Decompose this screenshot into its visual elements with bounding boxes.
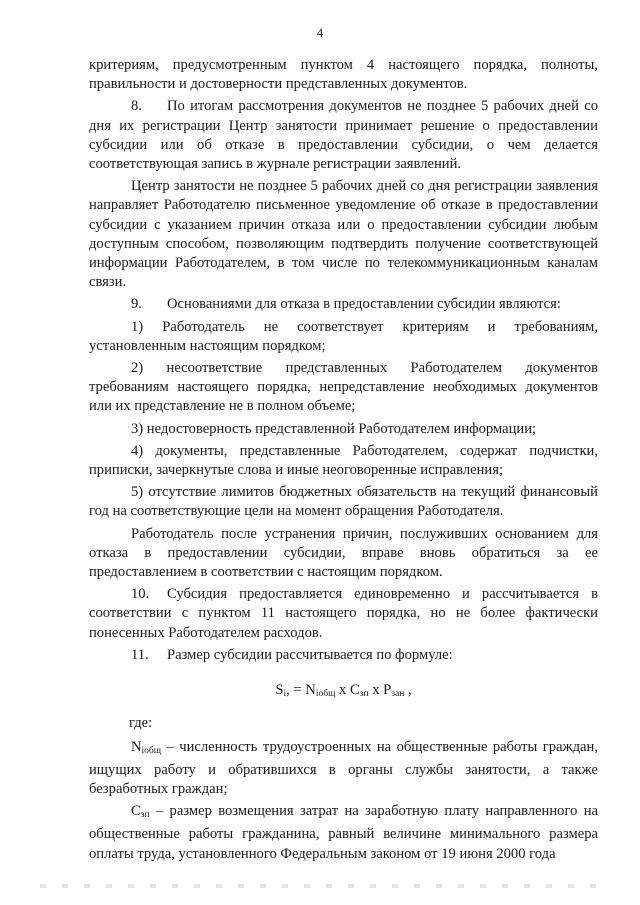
definition-n-sub: iобщ <box>141 745 162 756</box>
page-number: 4 <box>316 26 324 40</box>
paragraph-9-number: 9. <box>131 296 142 313</box>
formula-x1: x C <box>335 682 360 699</box>
paragraph-9 <box>89 295 598 314</box>
paragraph-10-text: Субсидия предоставляется единовременно и рассчитывается в соответствии с пунктом 11 настоящего порядка, но не более фактически понесенных Работодателем расходов. <box>89 586 598 641</box>
formula-x2: x P <box>368 682 392 699</box>
formula-n-sub: iобщ <box>315 689 336 700</box>
refusal-reason-1: 1) Работодатель не соответствует критериям и требованиям, установленным настоящим порядком; <box>89 318 598 354</box>
paragraph-11-number: 11. <box>131 646 149 663</box>
paragraph-8-notification: Центр занятости не позднее 5 рабочих дней со дня регистрации заявления направляет Работодателю письменное уведомление об отказе в предоставлении субсидии с указанием причин отказа или о предоставлении субсидии любым доступным способом, позволяющим подтвердить получение соответствующей информации Работодателем, в том числе по телекоммуникационным каналам связи. <box>89 178 598 291</box>
definition-c-symbol: C <box>131 803 141 820</box>
formula-s: S <box>275 682 284 699</box>
paragraph-8 <box>89 97 598 174</box>
formula-p-sub: зан <box>391 689 405 700</box>
definition-c-sub: зп <box>140 810 150 821</box>
definition-c <box>89 802 598 864</box>
paragraph-9-reapply: Работодатель после устранения причин, послуживших основанием для отказа в предоставлении субсидии, вправе вновь обратиться за ее предоставлением в соответствии с настоящим порядком. <box>89 525 598 581</box>
formula-s-sub: i <box>283 689 287 700</box>
definition-c-text: – размер возмещения затрат на заработную плату направленного на общественные работы гражданина, равный величине минимального размера оплаты труда, установленного Федеральным законом от 19 июня 2000 года <box>89 803 598 862</box>
definition-n-text: – численность трудоустроенных на общественные работы граждан, ищущих работу и обратившихся в органы службы занятости, а также безработных граждан; <box>89 738 598 797</box>
paragraph-9-text: Основаниями для отказа в предоставлении субсидии являются: <box>167 296 561 313</box>
paragraph-8-number: 8. <box>131 98 142 115</box>
refusal-reason-4: 4) документы, представленные Работодателем, содержат подчистки, приписки, зачеркнутые слова и иные неоговоренные исправления; <box>89 442 598 479</box>
subsidy-formula <box>89 681 598 704</box>
formula-eq: , = N <box>286 682 316 699</box>
paragraph-criteria-continuation: критериям, предусмотренным пунктом 4 настоящего порядка, полноты, правильности и достоверности представленных документов. <box>89 57 598 93</box>
formula-c-sub: зп <box>359 689 369 700</box>
definition-n-symbol: N <box>131 738 142 755</box>
where-label: где: <box>129 715 153 732</box>
paragraph-11 <box>89 646 598 665</box>
formula-end: , <box>404 682 412 699</box>
paragraph-10 <box>89 585 598 643</box>
refusal-reason-5: 5) отсутствие лимитов бюджетных обязательств на текущий финансовый год на соответствующие цели на момент обращения Работодателя. <box>89 484 598 520</box>
scan-artifact-footer <box>40 884 610 888</box>
refusal-reason-3: 3) недостоверность представленной Работодателем информации; <box>131 420 537 437</box>
paragraph-11-text: Размер субсидии рассчитывается по формуле: <box>167 646 453 663</box>
refusal-reason-2: 2) несоответствие представленных Работодателем документов требованиям настоящего порядка, непредставление необходимых документов или их представление не в полном объеме; <box>89 360 598 415</box>
definition-n <box>89 738 598 800</box>
document-body <box>89 56 598 864</box>
paragraph-8-text: По итогам рассмотрения документов не позднее 5 рабочих дней со дня их регистрации Центр занятости принимает решение о предоставлении субсидии или об отказе в предоставлении субсидии, о чем делается соответствующая запись в журнале регистрации заявлений. <box>89 98 598 173</box>
paragraph-10-number: 10. <box>131 586 150 603</box>
